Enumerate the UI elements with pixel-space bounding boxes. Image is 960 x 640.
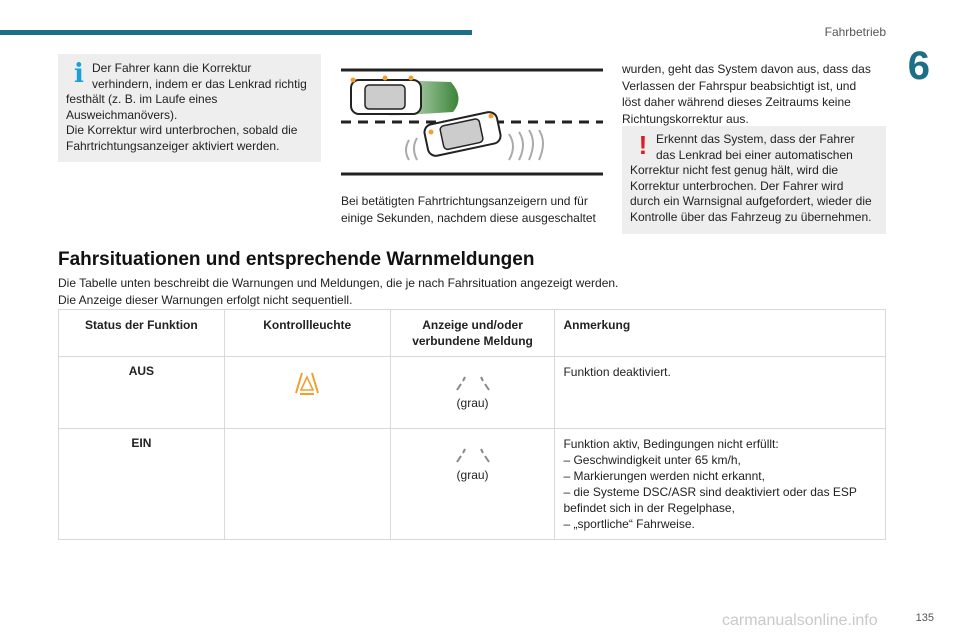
table-row <box>59 429 886 540</box>
info-line-1: Der Fahrer kann die Korrektur <box>92 61 252 75</box>
header-status: Status der Funktion <box>59 310 225 357</box>
column3-paragraph <box>622 61 886 127</box>
chapter-number: 6 <box>907 44 930 88</box>
lane-keeping-illustration <box>341 68 603 176</box>
info-line-5: Die Korrektur wird unterbrochen, sobald die <box>66 123 298 137</box>
table-header-row <box>59 310 886 357</box>
warning-icon: ! <box>638 130 648 160</box>
header-comment: Anmerkung <box>555 310 886 357</box>
intro-line-2: Die Anzeige dieser Warnungen erfolgt nicht sequentiell. <box>58 292 353 307</box>
display-label: (grau) <box>456 468 489 482</box>
comment-line: – „sportliche“ Fahrweise. <box>563 517 695 531</box>
lamp-cell <box>224 357 390 429</box>
info-box <box>58 54 321 162</box>
warn-line-5: durch ein Warnsignal aufgefordert, wieder die <box>630 194 872 208</box>
info-line-3: festhält (z. B. im Laufe eines <box>66 92 218 106</box>
section-title: Fahrsituationen und entsprechende Warnmeldungen <box>58 249 535 270</box>
display-cell <box>390 429 555 540</box>
table-row <box>59 357 886 429</box>
function-status-table <box>58 309 886 540</box>
status-cell: EIN <box>59 429 225 540</box>
status-cell: AUS <box>59 357 225 429</box>
caption-line-2: einige Sekunden, nachdem diese ausgeschaltet <box>341 210 596 225</box>
warning-box <box>622 126 886 234</box>
caption-line-1: Bei betätigten Fahrtrichtungsanzeigern und für <box>341 194 588 208</box>
section-intro <box>58 275 878 308</box>
comment-cell <box>555 357 886 429</box>
info-icon: i <box>74 59 84 89</box>
info-line-2: verhindern, indem er das Lenkrad richtig <box>92 76 307 91</box>
intro-line-1: Die Tabelle unten beschreibt die Warnungen und Meldungen, die je nach Fahrsituation angezeigt werden. <box>58 276 619 290</box>
warn-line-3: Korrektur nicht fest genug hält, wird die <box>630 163 839 177</box>
lamp-cell <box>224 429 390 540</box>
comment-line: Funktion deaktiviert. <box>563 365 671 379</box>
header-accent-bar <box>0 30 472 35</box>
lane-lines-grey-icon <box>449 370 497 394</box>
info-line-6: Fahrtrichtungsanzeiger aktiviert werden. <box>66 138 280 153</box>
info-line-4: Ausweichmanövers). <box>66 107 178 122</box>
warn-line-1: Erkennt das System, dass der Fahrer <box>656 132 855 146</box>
col3-line-2: Verlassen der Fahrspur beabsichtigt ist, und <box>622 78 857 93</box>
comment-line: – Markierungen werden nicht erkannt, <box>563 469 765 483</box>
comment-line: befindet sich in der Regelphase, <box>563 501 735 515</box>
page-number: 135 <box>915 612 934 624</box>
col3-line-3: löst daher während dieses Zeitraums keine <box>622 95 851 109</box>
display-label: (grau) <box>456 396 489 410</box>
header-section-title: Fahrbetrieb <box>824 25 886 39</box>
warn-line-2: das Lenkrad bei einer automatischen <box>656 147 853 162</box>
comment-cell <box>555 429 886 540</box>
warn-line-6: Kontrolle über das Fahrzeug zu übernehmen. <box>630 209 872 224</box>
col3-line-4: Richtungskorrektur aus. <box>622 111 749 126</box>
car-top <box>351 80 421 114</box>
comment-line: – die Systeme DSC/ASR sind deaktiviert oder das ESP <box>563 485 857 499</box>
lane-lines-grey-icon <box>449 442 497 466</box>
header-lamp: Kontrollleuchte <box>224 310 390 357</box>
comment-line: Funktion aktiv, Bedingungen nicht erfüllt: <box>563 437 779 451</box>
header-display: Anzeige und/oder verbundene Meldung <box>390 310 555 357</box>
col3-line-1: wurden, geht das System davon aus, dass das <box>622 62 871 76</box>
display-cell <box>390 357 555 429</box>
comment-line: – Geschwindigkeit unter 65 km/h, <box>563 453 741 467</box>
lane-warning-lamp-icon <box>293 370 321 396</box>
watermark: carmanualsonline.info <box>722 612 878 629</box>
illustration-caption <box>341 193 603 226</box>
warn-line-4: Korrektur unterbrochen. Der Fahrer wird <box>630 178 844 193</box>
